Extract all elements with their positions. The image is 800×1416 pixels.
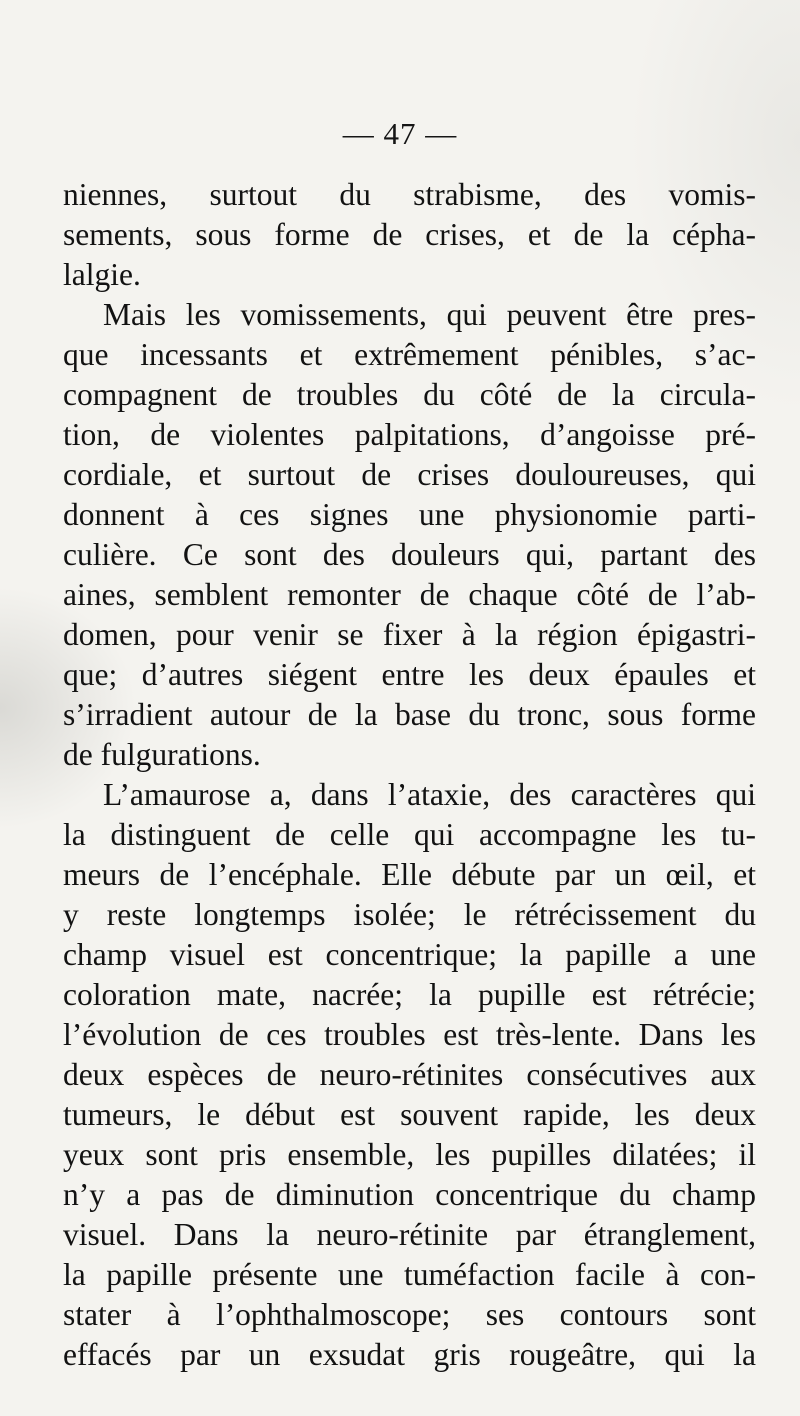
text-line-24: tumeurs, le début est souvent rapide, les deux bbox=[63, 1097, 756, 1132]
text-line-25: yeux sont pris ensemble, les pupilles dilatées; il bbox=[63, 1137, 756, 1172]
text-line-29: stater à l’ophthalmoscope; ses contours sont bbox=[63, 1297, 756, 1332]
text-line-15: de fulgurations. bbox=[63, 737, 261, 772]
text-line-10: culière. Ce sont des douleurs qui, partant des bbox=[63, 537, 756, 572]
text-line-8: cordiale, et surtout de crises douloureuses, qui bbox=[63, 457, 756, 492]
text-line-17: la distinguent de celle qui accompagne les tu- bbox=[63, 817, 756, 852]
text-line-22: l’évolution de ces troubles est très-lente. Dans les bbox=[63, 1017, 756, 1052]
text-line-18: meurs de l’encéphale. Elle débute par un œil, et bbox=[63, 857, 756, 892]
text-line-11: aines, semblent remonter de chaque côté de l’ab- bbox=[63, 577, 756, 612]
text-line-14: s’irradient autour de la base du tronc, sous forme bbox=[63, 697, 756, 732]
text-line-4: Mais les vomissements, qui peuvent être pres- bbox=[103, 297, 756, 332]
page-number: — 47 — bbox=[342, 116, 458, 151]
text-line-13: que; d’autres siégent entre les deux épaules et bbox=[63, 657, 756, 692]
text-line-26: n’y a pas de diminution concentrique du champ bbox=[63, 1177, 756, 1212]
text-line-1: niennes, surtout du strabisme, des vomis- bbox=[63, 177, 756, 212]
text-line-21: coloration mate, nacrée; la pupille est rétrécie; bbox=[63, 977, 756, 1012]
text-line-7: tion, de violentes palpitations, d’angoisse pré- bbox=[63, 417, 756, 452]
text-line-28: la papille présente une tuméfaction facile à con- bbox=[63, 1257, 756, 1292]
text-line-3: lalgie. bbox=[63, 257, 141, 292]
text-line-19: y reste longtemps isolée; le rétrécissement du bbox=[63, 897, 756, 932]
text-line-27: visuel. Dans la neuro-rétinite par étranglement, bbox=[63, 1217, 756, 1252]
text-line-20: champ visuel est concentrique; la papille a une bbox=[63, 937, 756, 972]
text-line-6: compagnent de troubles du côté de la circula- bbox=[63, 377, 756, 412]
text-line-2: sements, sous forme de crises, et de la cépha- bbox=[63, 217, 756, 252]
text-line-12: domen, pour venir se fixer à la région épigastri- bbox=[63, 617, 756, 652]
text-line-9: donnent à ces signes une physionomie parti- bbox=[63, 497, 756, 532]
text-line-5: que incessants et extrêmement pénibles, s’ac- bbox=[63, 337, 756, 372]
text-line-30: effacés par un exsudat gris rougeâtre, qui la bbox=[63, 1337, 756, 1372]
text-line-23: deux espèces de neuro-rétinites consécutives aux bbox=[63, 1057, 756, 1092]
text-line-16: L’amaurose a, dans l’ataxie, des caractères qui bbox=[103, 777, 756, 812]
